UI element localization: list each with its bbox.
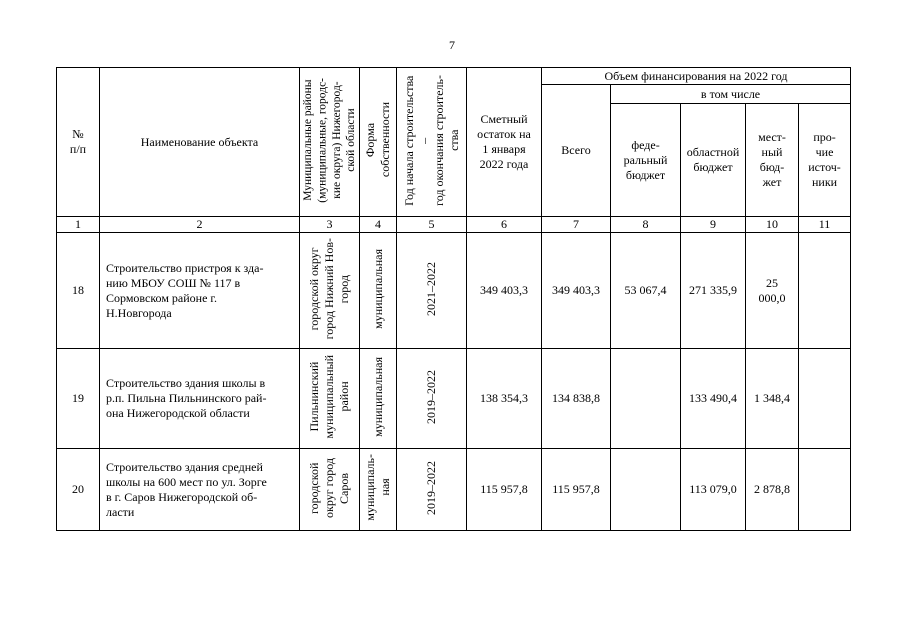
header-col-total: Всего [542, 85, 611, 217]
header-col-local: мест- ный бюд- жет [746, 104, 799, 217]
row-name: Строительство здания средней школы на 600 мест по ул. Зорге в г. Саров Нижегородской об- ласти [100, 449, 300, 531]
column-numbers-row [57, 217, 851, 233]
table-row [57, 449, 851, 531]
row-other [799, 349, 851, 449]
row-num: 18 [57, 233, 100, 349]
header-row-1 [57, 68, 851, 85]
header-col-form: Форма собственности [360, 68, 397, 217]
row-name: Строительство здания школы в р.п. Пильна Пильнинского рай- она Нижегородской области [100, 349, 300, 449]
row-num: 19 [57, 349, 100, 449]
row-years: 2019–2022 [397, 449, 467, 531]
row-municipal: городской округ город Саров [300, 449, 360, 531]
row-regional: 113 079,0 [681, 449, 746, 531]
row-federal [611, 449, 681, 531]
row-balance: 115 957,8 [467, 449, 542, 531]
row-other [799, 233, 851, 349]
row-local: 1 348,4 [746, 349, 799, 449]
header-col-years: Год начала строительства – год окончания строитель- ства [397, 68, 467, 217]
header-col-other: про- чие источ- ники [799, 104, 851, 217]
row-form: муниципальная [360, 349, 397, 449]
header-including: в том числе [611, 85, 851, 104]
header-col-federal: феде- ральный бюджет [611, 104, 681, 217]
row-balance: 138 354,3 [467, 349, 542, 449]
column-number: 10 [746, 217, 799, 233]
row-municipal: Пильнинский муниципальный район [300, 349, 360, 449]
column-number: 8 [611, 217, 681, 233]
row-form: муниципаль- ная [360, 449, 397, 531]
column-number: 3 [300, 217, 360, 233]
table-row [57, 233, 851, 349]
row-municipal: городской округ город Нижний Нов- город [300, 233, 360, 349]
header-col-name: Наименование объекта [100, 68, 300, 217]
row-years: 2021–2022 [397, 233, 467, 349]
row-name: Строительство пристроя к зда- нию МБОУ СОШ № 117 в Сормовском районе г. Н.Новгорода [100, 233, 300, 349]
column-number: 2 [100, 217, 300, 233]
row-local: 25 000,0 [746, 233, 799, 349]
row-total: 115 957,8 [542, 449, 611, 531]
header-col-balance: Сметный остаток на 1 января 2022 года [467, 68, 542, 217]
row-federal: 53 067,4 [611, 233, 681, 349]
header-col-municipal: Муниципальные районы (муниципальные, городс- кие округа) Нижегород- ской области [300, 68, 360, 217]
column-number: 11 [799, 217, 851, 233]
row-regional: 133 490,4 [681, 349, 746, 449]
row-num: 20 [57, 449, 100, 531]
header-col-num: № п/п [57, 68, 100, 217]
row-form: муниципальная [360, 233, 397, 349]
row-other [799, 449, 851, 531]
row-local: 2 878,8 [746, 449, 799, 531]
header-col-regional: областной бюджет [681, 104, 746, 217]
column-number: 1 [57, 217, 100, 233]
header-funding-title: Объем финансирования на 2022 год [542, 68, 851, 85]
table-row [57, 349, 851, 449]
column-number: 9 [681, 217, 746, 233]
column-number: 4 [360, 217, 397, 233]
row-total: 134 838,8 [542, 349, 611, 449]
column-number: 5 [397, 217, 467, 233]
page-number: 7 [449, 38, 455, 52]
row-years: 2019–2022 [397, 349, 467, 449]
row-balance: 349 403,3 [467, 233, 542, 349]
column-number: 7 [542, 217, 611, 233]
financing-table [56, 67, 851, 531]
row-total: 349 403,3 [542, 233, 611, 349]
column-number: 6 [467, 217, 542, 233]
row-federal [611, 349, 681, 449]
row-regional: 271 335,9 [681, 233, 746, 349]
